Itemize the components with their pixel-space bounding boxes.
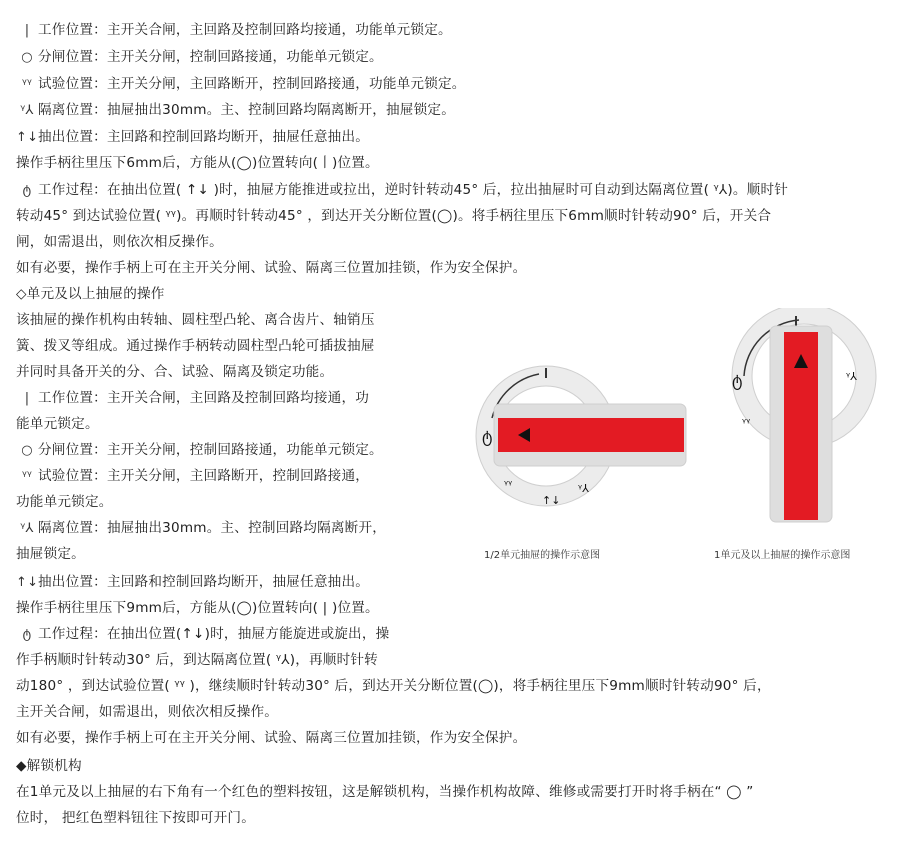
line-text: 动180° ，到达试验位置( ᵞᵞ )，继续顺时针转动30° 后，到达开关分断位置(◯)，将手柄往里压下9mm顺时针转动90° 后，: [16, 678, 771, 694]
mark-test-right: ᵞᵞ: [742, 416, 751, 429]
line-text: 隔离位置：抽屉抽出30mm。主、控制回路均隔离断开，抽屉锁定。: [38, 102, 456, 118]
text-line: [16, 782, 753, 802]
text-line: [16, 100, 455, 121]
text-line: [16, 388, 369, 409]
line-text: ◆解锁机构: [16, 758, 82, 774]
text-line: [16, 598, 379, 618]
test-position-icon: ᵞᵞ: [21, 469, 33, 484]
line-text: 位时， 把红色塑料钮往下按即可开门。: [16, 810, 256, 826]
line-text: 转动45° 到达试验位置( ᵞᵞ)。再顺时针转动45° ，到达开关分断位置(◯)。将手柄往里压下6mm顺时针转动90° 后，开关合: [16, 208, 772, 224]
line-text: 分闸位置：主开关分闸，控制回路接通，功能单元锁定。: [38, 442, 383, 458]
text-line: [16, 676, 771, 696]
line-text: 抽出位置：主回路和控制回路均断开，抽屉任意抽出。: [38, 129, 370, 145]
text-line: [16, 544, 85, 564]
line-text: 工作位置：主开关合闸，主回路及控制回路均接通，功能单元锁定。: [38, 22, 452, 38]
line-text: 操作手柄往里压下6mm后，方能从(◯)位置转向(丨)位置。: [16, 155, 379, 171]
line-text: 功能单元锁定。: [16, 494, 113, 510]
line-text: 闸，如需退出，则依次相反操作。: [16, 234, 223, 250]
operation-mark: ტ: [482, 427, 493, 446]
text-line: [16, 362, 333, 382]
line-text: 簧、拨叉等组成。通过操作手柄转动圆柱型凸轮可插拔抽屉: [16, 338, 375, 354]
text-line: [16, 650, 378, 670]
line-text: 分闸位置：主开关分闸，控制回路接通，功能单元锁定。: [38, 49, 383, 65]
line-text: 试验位置：主开关分闸，主回路断开，控制回路接通，功能单元锁定。: [38, 76, 466, 92]
line-text: 工作过程：在抽出位置(↑↓)时，抽屉方能旋进或旋出，操: [38, 626, 390, 642]
mark-isolate: ᵞ⅄: [578, 482, 589, 495]
line-text: ◇单元及以上抽屉的操作: [16, 286, 165, 302]
text-line: [16, 180, 788, 201]
line-text: 工作位置：主开关合闸，主回路及控制回路均接通，功: [38, 390, 370, 406]
isolate-position-icon: ᵞ⅄: [20, 521, 34, 536]
line-text: 抽屉锁定。: [16, 546, 85, 562]
line-text: 如有必要，操作手柄上可在主开关分闸、试验、隔离三位置加挂锁，作为安全保护。: [16, 260, 527, 276]
text-line: [16, 232, 223, 252]
text-line: [16, 518, 386, 539]
circle-icon: ○: [21, 443, 33, 458]
withdraw-position-icon: ↑↓: [16, 130, 39, 145]
text-line: [16, 756, 82, 776]
caption-half-unit: 1/2单元抽屉的操作示意图: [484, 550, 601, 561]
line-text: 试验位置：主开关分闸，主回路断开，控制回路接通，: [38, 468, 370, 484]
bar-icon: |: [24, 391, 30, 406]
operation-icon: ტ: [22, 183, 32, 198]
diagram-area: [474, 308, 894, 570]
test-position-icon: ᵞᵞ: [21, 77, 33, 92]
text-line: [16, 74, 466, 95]
line-text: 抽出位置：主回路和控制回路均断开，抽屉任意抽出。: [38, 574, 370, 590]
text-line: [16, 284, 165, 304]
text-line: [16, 47, 383, 68]
text-line: [16, 572, 369, 593]
text-line: [16, 808, 255, 828]
mark-withdraw: ↑↓: [542, 494, 561, 507]
circle-icon: ○: [21, 50, 33, 65]
text-line: [16, 414, 99, 434]
bar-icon: |: [24, 23, 30, 38]
line-text: 隔离位置：抽屉抽出30mm。主、控制回路均隔离断开，: [38, 520, 387, 536]
text-line: [16, 702, 278, 722]
line-text: 如有必要，操作手柄上可在主开关分闸、试验、隔离三位置加挂锁，作为安全保护。: [16, 730, 527, 746]
text-line: [16, 624, 389, 645]
line-text: 在1单元及以上抽屉的右下角有一个红色的塑料按钮，这是解锁机构，当操作机构故障、维修或需要打开时将手柄在“ ◯ ”: [16, 784, 754, 800]
text-line: [16, 310, 375, 330]
text-line: [16, 728, 526, 748]
text-line: [16, 127, 369, 148]
mark-test: ᵞᵞ: [504, 478, 513, 491]
text-line: [16, 153, 379, 173]
text-line: [16, 258, 526, 278]
line-text: 工作过程：在抽出位置( ↑↓ )时，抽屉方能推进或拉出，逆时针转动45° 后，拉出抽屉时可自动到达隔离位置( ᵞ⅄)。顺时针: [38, 182, 789, 198]
text-line: [16, 206, 771, 226]
line-text: 操作手柄往里压下9mm后，方能从(◯)位置转向( | )位置。: [16, 600, 379, 616]
text-line: [16, 20, 452, 41]
isolate-position-icon: ᵞ⅄: [20, 103, 34, 118]
mark-isolate-right: ᵞ⅄: [846, 370, 857, 383]
text-line: [16, 336, 375, 356]
line-text: 该抽屉的操作机构由转轴、圆柱型凸轮、离合齿片、轴销压: [16, 312, 375, 328]
line-text: 并同时具备开关的分、合、试验、隔离及锁定功能。: [16, 364, 334, 380]
withdraw-position-icon: ↑↓: [16, 575, 39, 590]
operation-mark-right: ტ: [732, 371, 743, 390]
caption-one-unit: 1单元及以上抽屉的操作示意图: [714, 550, 851, 561]
line-text: 能单元锁定。: [16, 416, 99, 432]
text-line: [16, 440, 383, 461]
text-line: [16, 492, 113, 512]
operation-icon: ტ: [22, 627, 32, 642]
line-text: 作手柄顺时针转动30° 后，到达隔离位置( ᵞ⅄)，再顺时针转: [16, 652, 378, 668]
text-line: [16, 466, 369, 487]
line-text: 主开关合闸，如需退出，则依次相反操作。: [16, 704, 279, 720]
half-unit-handle-diagram: [474, 308, 894, 570]
